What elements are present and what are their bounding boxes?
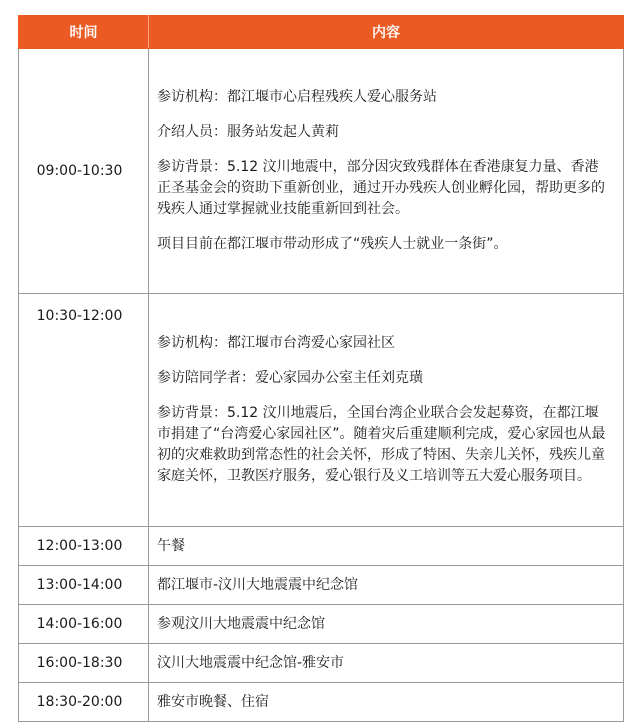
project-text: 项目目前在都江堰市带动形成了“残疾人士就业一条街”。 (157, 236, 508, 252)
column-header-time: 时间 (19, 16, 149, 49)
table-row (19, 566, 624, 605)
schedule-table (18, 15, 624, 722)
content-cell: 午餐 (149, 527, 624, 566)
visit-org-text: 参访机构：都江堰市台湾爱心家园社区 (157, 335, 395, 351)
time-cell: 14:00-16:00 (19, 605, 149, 644)
time-cell: 18:30-20:00 (19, 683, 149, 722)
content-cell: 汶川大地震震中纪念馆-雅安市 (149, 644, 624, 683)
table-row (19, 683, 624, 722)
visit-org-text: 参访机构：都江堰市心启程残疾人爱心服务站 (157, 89, 437, 105)
time-cell: 10:30-12:00 (19, 294, 149, 527)
table-row (19, 49, 624, 294)
content-cell (149, 49, 624, 294)
table-row (19, 294, 624, 527)
table-row (19, 605, 624, 644)
time-cell: 09:00-10:30 (19, 49, 149, 294)
time-cell: 12:00-13:00 (19, 527, 149, 566)
time-cell: 16:00-18:30 (19, 644, 149, 683)
content-cell: 参观汶川大地震震中纪念馆 (149, 605, 624, 644)
escort-scholar-text: 参访陪同学者：爱心家园办公室主任刘克璜 (157, 370, 423, 386)
content-cell: 都江堰市-汶川大地震震中纪念馆 (149, 566, 624, 605)
background-text: 参访背景：5.12 汶川地震中，部分因灾致残群体在香港康复力量、香港正圣基金会的资助下重新创业，通过开办残疾人创业孵化园，帮助更多的残疾人通过掌握就业技能重新回到社会。 (157, 159, 605, 217)
table-row (19, 527, 624, 566)
table-header-row (19, 16, 624, 49)
time-cell: 13:00-14:00 (19, 566, 149, 605)
presenter-text: 介绍人员：服务站发起人黄莉 (157, 124, 339, 140)
content-cell: 雅安市晚餐、住宿 (149, 683, 624, 722)
background-text: 参访背景：5.12 汶川地震后，全国台湾企业联合会发起募资，在都江堰市捐建了“台湾爱心家园社区”。随着灾后重建顺利完成，爱心家园也从最初的灾难救助到常态性的社会关怀，形成了特困、失亲儿关怀，残疾儿童家庭关怀，卫教医疗服务，爱心银行及义工培训等五大爱心服务项目。 (157, 405, 606, 484)
column-header-content: 内容 (149, 16, 624, 49)
content-cell (149, 294, 624, 527)
table-row (19, 644, 624, 683)
